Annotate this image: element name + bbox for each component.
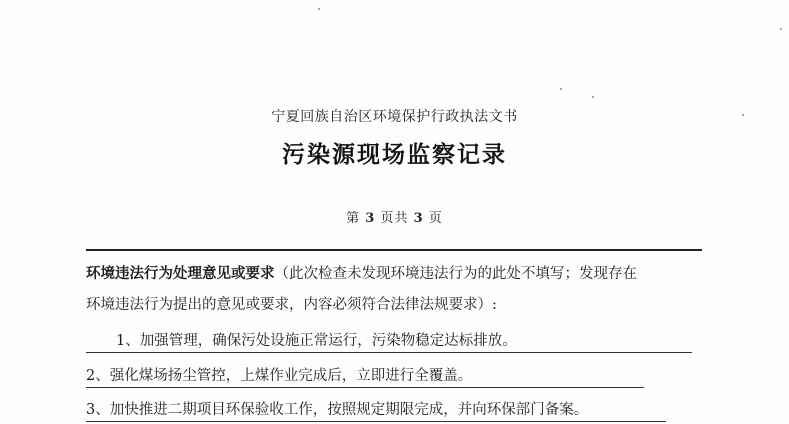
- page-total: 3: [413, 211, 424, 226]
- section-heading: 环境违法行为处理意见或要求: [86, 265, 275, 282]
- scan-speck: [318, 8, 320, 10]
- section-note-line2: 环境违法行为提出的意见或要求，内容必须符合法律法规要求）:: [86, 297, 497, 313]
- page-suffix: 页: [428, 211, 443, 226]
- page-mid: 页共: [380, 211, 409, 226]
- scan-speck: [780, 28, 782, 30]
- section-heading-line: [86, 264, 706, 284]
- list-item: 3、加快推进二期项目环保验收工作，按照规定期限完成，并向环保部门备案。: [86, 400, 666, 422]
- page-number: [0, 207, 789, 226]
- document-subtitle: 宁夏回族自治区环境保护行政执法文书: [271, 109, 518, 125]
- scan-speck: [560, 88, 562, 90]
- list-item: 1、加强管理，确保污处设施正常运行，污染物稳定达标排放。: [86, 331, 692, 353]
- section-note-line1: （此次检查未发现环境违法行为的此处不填写；发现存在: [274, 266, 637, 282]
- document-title: 污染源现场监察记录: [282, 141, 507, 168]
- page-current: 3: [365, 211, 376, 226]
- divider-line: [86, 249, 702, 251]
- scan-speck: [592, 96, 594, 98]
- page-prefix: 第: [346, 211, 361, 226]
- list-item: 2、强化煤场扬尘管控，上煤作业完成后，立即进行全覆盖。: [86, 366, 644, 388]
